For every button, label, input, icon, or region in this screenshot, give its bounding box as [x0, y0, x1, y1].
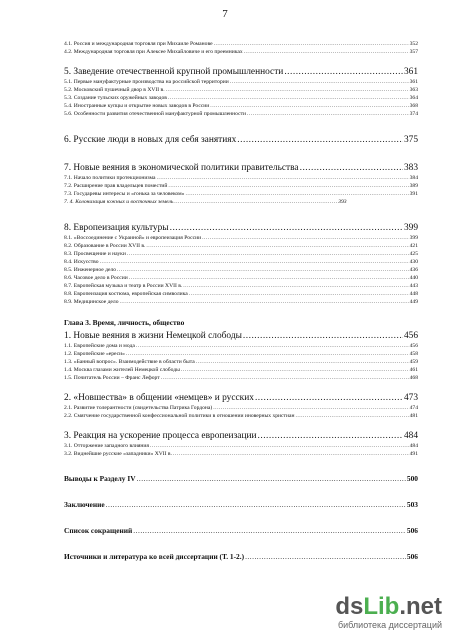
- toc-subsection: [64, 412, 418, 420]
- toc-entry-title: 4.1. Россия и международная торговля при Михаиле Романове: [64, 41, 213, 47]
- toc-entry-title: 8. Европеизация культуры: [64, 223, 169, 233]
- toc-dot-leader: [168, 182, 408, 190]
- toc-entry-title: 8.6. Часовое дело в России: [64, 275, 128, 281]
- toc-page-number: 391: [409, 191, 418, 197]
- toc-dot-leader: [170, 222, 403, 234]
- toc-subsection: [64, 450, 418, 458]
- toc-entry-title: 1.5. Почитатель России – Франс Лефорт: [64, 375, 160, 381]
- toc-subsection: [64, 102, 418, 110]
- toc-entry-title: 5.1. Первые мануфактурные производства на российской территории: [64, 79, 229, 85]
- toc-final-entry: [64, 526, 418, 536]
- toc-section: [64, 430, 418, 442]
- toc-subsection: [64, 48, 418, 56]
- toc-entry-title: Заключение: [64, 500, 105, 509]
- toc-dot-leader: [133, 526, 406, 536]
- toc-subsection: [64, 282, 418, 290]
- toc-entry-title: 8.8. Европеизация костюма, европейская символика: [64, 291, 188, 297]
- logo-suffix: .net: [399, 593, 442, 620]
- toc-page-number: 436: [409, 267, 418, 273]
- toc-entry-title: 5.4. Иностранные купцы и открытие новых заводов в России: [64, 103, 210, 109]
- toc-entry-title: 7.3. Государевы интересы и «гонька за человеком»: [64, 191, 185, 197]
- toc-dot-leader: [245, 552, 406, 562]
- toc-entry-title: 5. Заведение отечественной крупной промышленности: [64, 67, 284, 77]
- toc-dot-leader: [255, 392, 403, 404]
- toc-dot-leader: [157, 174, 409, 182]
- toc-page-number: 374: [409, 111, 418, 117]
- toc-dot-leader: [117, 266, 409, 274]
- toc-dot-leader: [173, 450, 409, 458]
- toc-chapter-heading: [64, 318, 418, 328]
- toc-page-number: 449: [409, 299, 418, 305]
- toc-final-entry: [64, 474, 418, 484]
- toc-dot-leader: [174, 198, 337, 206]
- toc-page-number: 458: [409, 351, 418, 357]
- toc-entry-title: Выводы к Разделу IV: [64, 474, 136, 483]
- toc-page-number: 481: [409, 413, 418, 419]
- toc-page-number: 448: [409, 291, 418, 297]
- toc-page-number: 484: [403, 431, 418, 441]
- toc-page-number: 456: [409, 343, 418, 349]
- toc-page-number: 503: [406, 500, 418, 509]
- toc-entry-title: 5.3. Создание тульских оружейных заводов: [64, 95, 167, 101]
- toc-entry-title: 1.3. «Банный вопрос». Взаимодействие в области быта: [64, 359, 195, 365]
- toc-dot-leader: [258, 430, 403, 442]
- toc-page-number: 389: [409, 183, 418, 189]
- toc-dot-leader: [166, 86, 409, 94]
- toc-entry-title: 1. Новые веяния в жизни Немецкой слободы: [64, 331, 242, 341]
- toc-dot-leader: [202, 234, 409, 242]
- toc-subsection: [64, 298, 418, 306]
- toc-page-number: 421: [409, 243, 418, 249]
- toc-entry-title: 7. 4. Колонизация южных и восточных земель: [64, 199, 174, 205]
- toc-dot-leader: [244, 48, 409, 56]
- toc-dot-leader: [189, 290, 409, 298]
- toc-subsection: [64, 258, 418, 266]
- toc-section: [64, 66, 418, 78]
- toc-dot-leader: [247, 110, 409, 118]
- toc-entry-title: 2.1. Развитие толерантности (свидетельства Патрика Гордона): [64, 405, 213, 411]
- toc-subsection: [64, 110, 418, 118]
- toc-dot-leader: [150, 442, 409, 450]
- toc-subsection: [64, 94, 418, 102]
- toc-dot-leader: [137, 474, 406, 484]
- toc-subsection: [64, 274, 418, 282]
- toc-entry-title: 6. Русские люди в новых для себя занятиях: [64, 135, 237, 145]
- toc-entry-title: 8.2. Образование в России XVII в.: [64, 243, 146, 249]
- logo-accent: Lib: [363, 593, 400, 620]
- toc-subsection: [64, 290, 418, 298]
- toc-entry-title: 8.7. Европейская музыка и театр в России XVII в.: [64, 283, 183, 289]
- toc-page-number: 384: [409, 175, 418, 181]
- toc-subsection: [64, 366, 418, 374]
- toc-page-number: 357: [409, 49, 418, 55]
- toc-dot-leader: [300, 162, 403, 174]
- toc-dot-leader: [214, 40, 409, 48]
- toc-page-number: 456: [403, 331, 418, 341]
- toc-page-number: 506: [406, 552, 418, 561]
- toc-dot-leader: [161, 374, 409, 382]
- toc-page-number: 375: [403, 135, 418, 145]
- toc-section: [64, 222, 418, 234]
- toc-final-entry: [64, 500, 418, 510]
- toc-subsection: [64, 190, 418, 198]
- toc-section: [64, 392, 418, 404]
- toc-page-number: 430: [409, 259, 418, 265]
- toc-page-number: 393: [338, 199, 347, 205]
- toc-subsection: [64, 242, 418, 250]
- toc-dot-leader: [243, 330, 403, 342]
- toc-dot-leader: [129, 274, 409, 282]
- toc-subsection: [64, 350, 418, 358]
- toc-subsection: [64, 182, 418, 190]
- toc-entry-title: 1.4. Москва глазами жителей Немецкой слободы: [64, 367, 180, 373]
- toc-page-number: 484: [409, 443, 418, 449]
- toc-page-number: 443: [409, 283, 418, 289]
- toc-subsection: [64, 342, 418, 350]
- watermark-subtitle: библиотека диссертаций: [337, 620, 442, 630]
- toc-dot-leader: [136, 342, 409, 350]
- toc-dot-leader: [126, 350, 409, 358]
- toc-dot-leader: [168, 94, 409, 102]
- toc-dot-leader: [230, 78, 409, 86]
- toc-entry-title: 7. Новые веяния в экономической политики правительства: [64, 163, 299, 173]
- toc-entry-title: 4.2. Международная торговля при Алексее Михайловиче и его преемниках: [64, 49, 243, 55]
- toc-page-number: 500: [406, 474, 418, 483]
- table-of-contents: [64, 40, 418, 562]
- toc-entry-title: Источники и литература ко всей диссертации (Т. 1-2.): [64, 552, 245, 561]
- logo-prefix: ds: [335, 593, 364, 620]
- toc-entry-title: 8.5. Инженерное дело: [64, 267, 117, 273]
- toc-page-number: 459: [409, 359, 418, 365]
- toc-dot-leader: [196, 358, 409, 366]
- toc-entry-title: Глава 3. Время, личность, общество: [64, 318, 185, 327]
- toc-page-number: 352: [409, 41, 418, 47]
- toc-subsection: [64, 78, 418, 86]
- toc-entry-title: 3.2. Виднейшие русские «западники» XVII в.: [64, 451, 172, 457]
- toc-subsection: [64, 86, 418, 94]
- toc-subsection: [64, 40, 418, 48]
- toc-page-number: 506: [406, 526, 418, 535]
- toc-dot-leader: [120, 298, 409, 306]
- toc-dot-leader: [185, 190, 408, 198]
- toc-dot-leader: [100, 258, 409, 266]
- toc-subsection: [64, 374, 418, 382]
- toc-page-number: 364: [409, 95, 418, 101]
- toc-dot-leader: [127, 250, 409, 258]
- toc-entry-title: 7.2. Расширение прав владельцев поместий: [64, 183, 168, 189]
- toc-page-number: 440: [409, 275, 418, 281]
- toc-page-number: 473: [403, 393, 418, 403]
- toc-subsection: [64, 358, 418, 366]
- toc-dot-leader: [295, 412, 408, 420]
- toc-page-number: 399: [409, 235, 418, 241]
- toc-page-number: 368: [409, 103, 418, 109]
- toc-section: [64, 134, 418, 146]
- toc-entry-title: 8.4. Искусство: [64, 259, 99, 265]
- toc-subsection: [64, 198, 418, 206]
- toc-subsection: [64, 442, 418, 450]
- toc-entry-title: 8.9. Медицинское дело: [64, 299, 119, 305]
- toc-dot-leader: [183, 282, 408, 290]
- toc-final-entry: [64, 552, 418, 562]
- toc-subsection: [64, 266, 418, 274]
- toc-entry-title: 1.2. Европейские «ереси»: [64, 351, 125, 357]
- toc-entry-title: 2. «Новшества» в общении «немцев» и русских: [64, 393, 254, 403]
- toc-entry-title: 1.1. Европейские дома и мода: [64, 343, 135, 349]
- toc-entry-title: 5.6. Особенности развития отечественной мануфактурной промышленности: [64, 111, 247, 117]
- toc-page-number: 461: [409, 367, 418, 373]
- toc-dot-leader: [146, 242, 408, 250]
- toc-page-number: 399: [403, 223, 418, 233]
- toc-page-number: 361: [409, 79, 418, 85]
- toc-section: [64, 330, 418, 342]
- toc-page-number: 383: [403, 163, 418, 173]
- toc-page-number: 425: [409, 251, 418, 257]
- toc-entry-title: 2.2. Смягчение государственной конфессиональной политики в отношении иноверных христиан: [64, 413, 295, 419]
- toc-page-number: 363: [409, 87, 418, 93]
- toc-entry-title: 8.1. «Воссоединение с Украиной» и европеизация России: [64, 235, 202, 241]
- toc-entry-title: 3.1. Отторжение западного влияния: [64, 443, 149, 449]
- toc-page-number: 468: [409, 375, 418, 381]
- toc-subsection: [64, 404, 418, 412]
- watermark: [335, 595, 442, 630]
- toc-subsection: [64, 234, 418, 242]
- toc-page-number: 491: [409, 451, 418, 457]
- toc-dot-leader: [284, 66, 403, 78]
- dslib-logo: [335, 595, 442, 619]
- toc-page-number: 361: [403, 67, 418, 77]
- toc-subsection: [64, 174, 418, 182]
- toc-page-number: 474: [409, 405, 418, 411]
- toc-subsection: [64, 250, 418, 258]
- toc-dot-leader: [181, 366, 409, 374]
- page-number: 7: [222, 8, 228, 20]
- toc-entry-title: 5.2. Московский пушечный двор в XVII в.: [64, 87, 165, 93]
- toc-dot-leader: [213, 404, 408, 412]
- toc-entry-title: 8.3. Просвещение и науки: [64, 251, 126, 257]
- toc-dot-leader: [210, 102, 408, 110]
- toc-dot-leader: [106, 500, 406, 510]
- toc-entry-title: Список сокращений: [64, 526, 133, 535]
- toc-section: [64, 162, 418, 174]
- toc-dot-leader: [237, 134, 403, 146]
- toc-entry-title: 7.1. Начало политики протекционизма: [64, 175, 156, 181]
- toc-entry-title: 3. Реакция на ускорение процесса европеизации: [64, 431, 257, 441]
